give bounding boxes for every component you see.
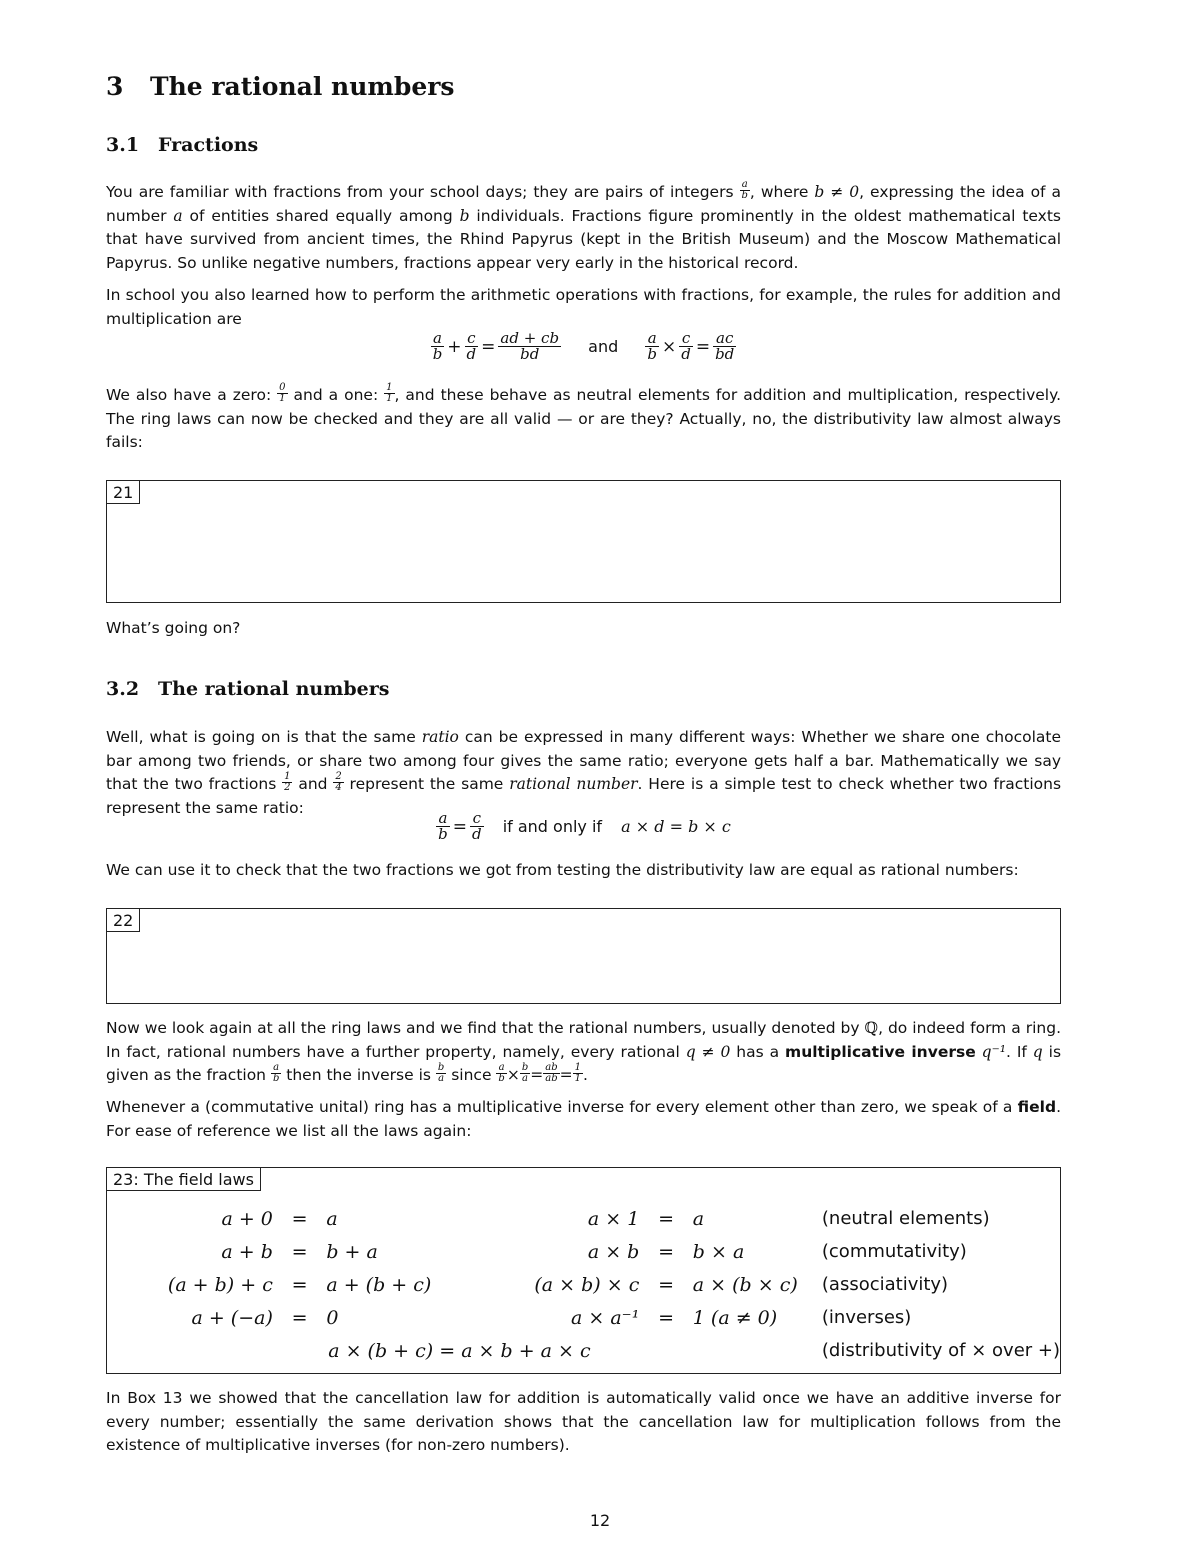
law-name: (inverses) [821,1307,912,1328]
math-condition: q ≠ 0 [685,1042,731,1061]
law-lhs: a + b [221,1240,273,1263]
paragraph-arithmetic: In school you also learned how to perform the arithmetic operations with fractions, for example, the rules for addition and multiplication are [106,286,1061,328]
law-rhs: 0 [326,1306,339,1329]
paragraph-inverse [106,1017,1061,1088]
box-label: 21 [107,481,140,504]
law-lhs: (a × b) × c [534,1273,640,1296]
fraction: $\frac{a}{b}$ [272,1062,280,1084]
law-name: (neutral elements) [821,1208,990,1229]
law-lhs: a + 0 [221,1207,273,1230]
law-lhs: a × a⁻¹ [571,1306,640,1329]
text: You are familiar with fractions from your school days; they are pairs of integers [106,183,734,201]
box-23-field-laws [106,1167,1061,1374]
law-eq: = [658,1207,675,1230]
text: . Here is a simple test to check whether two fractions represent the same ratio: [106,775,1062,817]
math-var: q⁻¹ [981,1042,1006,1061]
math-condition: b ≠ 0 [814,183,860,201]
fraction-one: $\frac{1}{1}$ [386,382,393,404]
text: , and these behave as neutral elements for addition and multiplication, respectively. The ring laws can now be checked and they are all valid — or are they? Actually, no, the distributivity law almost always fails: [106,386,1061,451]
text: can be expressed in many different ways: Whether we share one chocolate bar among two friends, or share two among four gives the same ratio; everyone gets half a bar. Mathematically we say that the two fractions [106,728,1061,793]
law-eq: = [291,1306,308,1329]
operator: = [452,816,467,837]
fraction: $\frac{c}{d}$ [681,329,691,363]
section-number: 3 [106,72,124,101]
field-laws-table [107,1202,1060,1367]
text: of entities shared equally among [182,206,460,225]
text: , expressing the idea of a number [106,183,1061,225]
text: is given as the fraction [106,1042,1062,1084]
law-rhs: b + a [326,1240,378,1263]
fraction: $\frac{c}{d}$ [471,809,482,843]
operator: × [661,336,677,357]
law-eq: = [658,1273,675,1296]
law-lhs: a × b [587,1240,640,1263]
text: . [582,1066,588,1084]
math-var: a [173,206,183,225]
page-number: 12 [589,1511,611,1530]
distributivity-law: a × (b + c) = a × b + a × c [328,1339,591,1362]
law-rhs: a + (b + c) [326,1273,432,1296]
text: represent the same [343,775,510,793]
operator: = [559,1066,573,1084]
operator: = [530,1066,544,1084]
math-expression: a × d = b × c [621,817,731,836]
box-21 [106,480,1061,603]
law-name: (distributivity of × over +) [821,1340,1060,1361]
operator: + [447,336,462,357]
fraction: $\frac{a}{b}$ [647,329,657,363]
paragraph-field [106,1096,1061,1143]
text: individuals. Fractions figure prominently in the oldest mathematical texts that have survived from ancient times, the Rhind Papyrus (kept in the British Museum) and the Moscow Mathematical Papyrus. So unlike negative numbers, fractions appear very early in the historical record. [106,206,1061,272]
fraction: $\frac{ac}{bd}$ [715,329,735,363]
text: since [446,1066,497,1084]
subsection-heading-rational [106,678,389,700]
bold-term: multiplicative inverse [785,1042,976,1061]
law-lhs: a + (−a) [191,1306,273,1329]
law-eq: = [291,1207,308,1230]
text: . If [1005,1042,1033,1061]
law-lhs: a × 1 [587,1207,640,1230]
text: and a one: [287,386,385,404]
law-name: (associativity) [821,1274,949,1295]
operator: = [695,336,711,357]
law-rhs: a [326,1207,338,1230]
math-var: q [1032,1042,1043,1061]
text: then the inverse is [281,1066,436,1084]
iff-text: if and only if [502,817,603,836]
fraction: $\frac{a}{b}$ [432,329,443,363]
law-rhs: 1 (a ≠ 0) [692,1306,778,1329]
fraction: $\frac{1}{1}$ [574,1062,581,1084]
fraction: $\frac{ab}{ab}$ [545,1062,558,1084]
law-eq: = [291,1240,308,1263]
emphasis: ratio [421,728,459,746]
section-title: The rational numbers [150,72,455,101]
fraction: $\frac{a}{b}$ [438,809,448,843]
math-symbol: ℚ [864,1019,879,1037]
paragraph-cancellation: In Box 13 we showed that the cancellation law for addition is automatically valid once we have an additive inverse for every number; essentially the same derivation shows that the cancellation law for multiplication follows from the existence of multiplicative inverses (for non-zero numbers). [106,1389,1061,1454]
law-row-distributivity [107,1334,1060,1367]
fraction: $\frac{b}{a}$ [521,1062,529,1084]
fraction-a-over-b: $\frac{a}{b}$ [741,179,748,201]
subsection-title: The rational numbers [158,678,390,700]
law-eq: = [658,1306,675,1329]
fraction: $\frac{b}{a}$ [437,1062,445,1084]
fraction-half: $\frac{1}{2}$ [284,771,291,793]
text: We also have a zero: [106,386,278,404]
math-var: b [459,206,470,225]
subsection-title: Fractions [158,134,259,156]
subsection-heading-fractions [106,134,258,156]
box-label: 23: The field laws [107,1168,261,1191]
law-eq: = [658,1240,675,1263]
equation-addition-multiplication [106,331,1061,362]
fraction: $\frac{a}{b}$ [498,1062,505,1084]
law-lhs: (a + b) + c [167,1273,273,1296]
law-rhs: a [692,1207,705,1230]
law-rhs: a × (b × c) [692,1273,798,1296]
text: , where [749,183,815,201]
equation-equality-test [106,811,1061,842]
law-eq: = [291,1273,308,1296]
text: , do indeed form a ring. In fact, rational numbers have a further property, namely, every rational [106,1019,1061,1061]
fraction-zero: $\frac{0}{1}$ [279,382,286,404]
fraction-two-fourths: $\frac{2}{4}$ [335,771,342,793]
operator: × [506,1066,520,1084]
text: . For ease of reference we list all the laws again: [106,1098,1061,1140]
paragraph-ratio [106,726,1061,820]
law-row [107,1202,1060,1235]
section-heading [106,72,455,101]
text: Now we look again at all the ring laws and we find that the rational numbers, usually denoted by [106,1019,865,1037]
box-22 [106,908,1061,1004]
text: has a [730,1042,786,1061]
text: and [292,775,334,793]
law-row [107,1235,1060,1268]
law-row [107,1301,1060,1334]
law-name: (commutativity) [821,1241,967,1262]
emphasis: rational number [509,775,638,793]
text: Whenever a (commutative unital) ring has a multiplicative inverse for every element other than zero, we speak of a [106,1098,1018,1116]
law-row [107,1268,1060,1301]
operator: = [481,336,496,357]
law-rhs: b × a [692,1240,745,1263]
subsection-number: 3.2 [106,678,140,700]
text: Well, what is going on is that the same [106,728,422,746]
paragraph-question: What’s going on? [106,619,241,637]
paragraph-zero-one [106,384,1061,455]
paragraph-fractions-intro [106,181,1061,275]
fraction: $\frac{c}{d}$ [466,329,477,363]
fraction: $\frac{ad + cb}{bd}$ [500,329,560,363]
paragraph-check: We can use it to check that the two fractions we got from testing the distributivity law are equal as rational numbers: [106,861,1019,879]
conjunction: and [588,337,619,356]
bold-term: field [1017,1098,1057,1116]
subsection-number: 3.1 [106,134,140,156]
box-label: 22 [107,909,140,932]
